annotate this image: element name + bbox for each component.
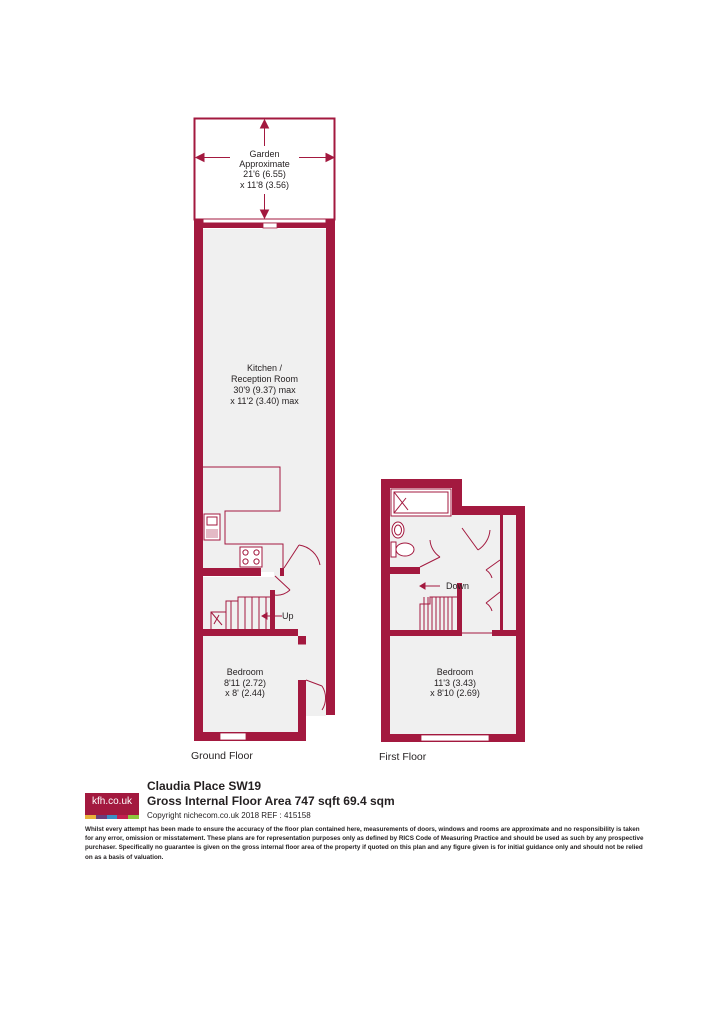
kitchen-name-1: Kitchen / <box>246 363 283 373</box>
garden-dim-1: 21'6 (6.55) <box>243 169 286 179</box>
logo-stripe <box>96 815 107 819</box>
disclaimer: Whilst every attempt has been made to ensure the accuracy of the floor plan contained here, measurements of doors, windows and rooms are approximate and no responsibility is taken for any error, omission or misstatement. These plans are for representation purposes only as defined by RICS Code of Measuring Practice and should be used as such by any prospective purchaser. Specifically no guarantee is given on the gross internal floor area of the property if quoted on this plan and any figure given is for initial guidance only and should not be relied on as a basis of valuation. <box>85 826 644 861</box>
first-bedroom-name: Bedroom <box>436 667 474 677</box>
ground-bedroom-window <box>220 733 246 740</box>
first-floor-label: First Floor <box>379 751 427 763</box>
first-bedroom-dim-1: 11'3 (3.43) <box>433 678 477 688</box>
logo-stripe <box>85 815 96 819</box>
patio-doors <box>203 219 326 223</box>
garden-name: Garden <box>249 149 280 159</box>
garden-note: Approximate <box>239 159 290 169</box>
kitchen-dim-1: 30'9 (9.37) max <box>233 385 296 395</box>
first-bedroom-dim-2: x 8'10 (2.69) <box>430 688 480 698</box>
kitchen-dim-2: x 11'2 (3.40) max <box>230 396 299 406</box>
kfh-logo <box>85 793 139 815</box>
patio-threshold <box>263 223 277 228</box>
stair-up-label: Up <box>282 611 294 621</box>
logo-stripe <box>128 815 139 819</box>
ground-bedroom-dim-2: x 8' (2.44) <box>225 688 265 698</box>
copyright: Copyright nichecom.co.uk 2018 REF : 415158 <box>147 811 311 820</box>
logo-stripe <box>107 815 118 819</box>
ground-bedroom-dim-1: 8'11 (2.72) <box>223 678 267 688</box>
garden-dim-2: x 11'8 (3.56) <box>239 180 290 190</box>
logo-stripe <box>117 815 128 819</box>
property-title: Claudia Place SW19 <box>147 779 262 793</box>
kfh-logo-text: kfh.co.uk <box>91 796 133 807</box>
kitchen-name-2: Reception Room <box>230 374 299 384</box>
stair-down-label: Down <box>446 581 470 591</box>
ground-floor-label: Ground Floor <box>191 750 253 762</box>
ground-bedroom-name: Bedroom <box>226 667 264 677</box>
kfh-logo-stripes <box>85 815 139 819</box>
first-bedroom-window <box>421 735 489 741</box>
floor-area: Gross Internal Floor Area 747 sqft 69.4 sqm <box>147 794 395 808</box>
